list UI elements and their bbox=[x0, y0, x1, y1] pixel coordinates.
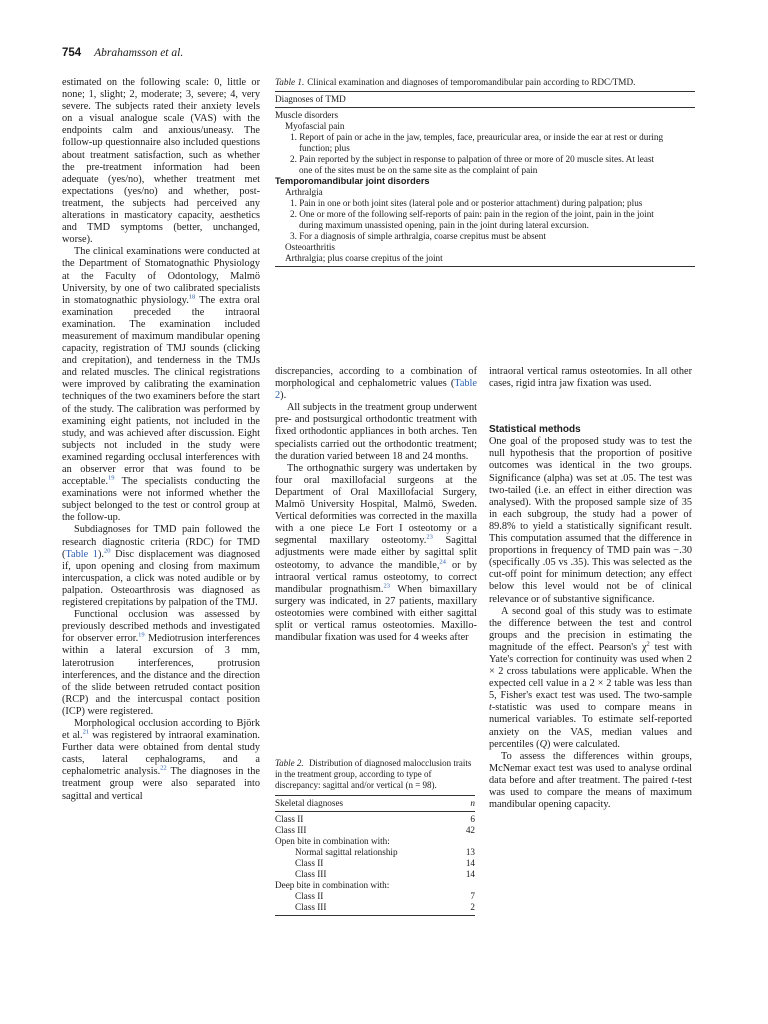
table-1 bbox=[275, 77, 695, 267]
citation-link[interactable]: 19 bbox=[108, 474, 115, 482]
table-row: Class III 14 bbox=[295, 869, 475, 879]
table-rule bbox=[275, 811, 475, 812]
citation-link[interactable]: 23 bbox=[383, 582, 391, 590]
table-row: Osteoarthritis bbox=[285, 242, 336, 252]
paragraph: A second goal of this study was to estimate the difference between the test and control groups and the precision in estimating the magnitude of the effect. Pearson's $\chi^2$ test with Yate's correction for continuity was used when 2 × 2 cross tabulations were applicable. When the expected cell value in a 2 × 2 table was less than 5, Fisher's exact test was used. The two-sample t-statistic was used to compare means in numerical variables. To estimate self-reported anxiety on the VAS, median values and percentiles (Q) were calculated. bbox=[489, 605, 692, 750]
table-2-header: Skeletal diagnoses n bbox=[275, 798, 475, 808]
table-row: Class III 2 bbox=[295, 902, 475, 912]
text-column-right bbox=[489, 366, 692, 811]
running-header bbox=[62, 47, 183, 59]
citation-link[interactable]: 21 bbox=[82, 728, 90, 736]
table-row: Arthralgia; plus coarse crepitus of the joint bbox=[285, 253, 443, 263]
table-row: 2. One or more of the following self-reports of pain: pain in the region of the joint, pain in the joint during maximum unassisted opening, pain in the joint during lateral excursion. bbox=[290, 209, 654, 230]
table-row: 3. For a diagnosis of simple arthralgia, coarse crepitus must be absent bbox=[290, 231, 546, 241]
paragraph: Morphological occlusion according to Björk et al.$^{21}$ was registered by intraoral examination. Further data were obtained from dental study casts, lateral cephalograms, and a cephalometric analysis.$^{22}$ The diagnoses in the treatment group were also separated into sagittal and vertical bbox=[62, 717, 261, 802]
text-column-left bbox=[62, 77, 260, 803]
paragraph: To assess the differences within groups, McNemar exact test was used to analyse ordinal data before and after treatment. The paired t-test was used to compare the means of maximum mandibular opening capacity. bbox=[489, 750, 692, 811]
table-rule bbox=[275, 107, 695, 108]
table-row: Class III 42 bbox=[275, 825, 475, 835]
table-row: 1. Pain in one or both joint sites (lateral pole and or posterior attachment) during palpation; plus bbox=[290, 198, 643, 208]
paragraph: One goal of the proposed study was to test the null hypothesis that the proportion of positive outcomes was identical in the two groups. Significance (alpha) was set at .05. The test was two-tailed (i.e. an effect in either direction was analysed). With the proposed sample size of 35 in each subgroup, the study had a power of 89.8% to yield a statistically significant result. This computation assumed that the difference in proportions in frequency of TMD pain was −.30 (specifically .05 vs .35). This was selected as the cut-off point for minimum detection; any effect below this level would not be of clinical relevance or of substantive significance. bbox=[489, 436, 692, 605]
table-rule bbox=[275, 915, 475, 916]
table-1-header: Diagnoses of TMD bbox=[275, 94, 346, 104]
paragraph: The orthognathic surgery was undertaken by four oral maxillofacial surgeons at the Department of Oral Maxillofacial Surgery, Malmö University Hospital, Malmö, Sweden. Vertical deformities was corrected in the maxilla with a one piece Le Fort I osteotomy or a segmental maxillary osteotomy.$^{23}$ Sagittal adjustments were made either by sagittal split osteotomy, to advance the mandible,$^{24}$ or by intraoral vertical ramus osteotomy, to correct mandibular prognathism.$^{23}$ When bimaxillary surgery was indicated, in 27 patients, maxillary osteotomies were combined with either sagittal split or vertical ramus osteotomies. Maxillo-mandibular fixation was used for 4 weeks after bbox=[275, 462, 477, 644]
table-row: Arthralgia bbox=[285, 187, 323, 197]
citation-link[interactable]: 20 bbox=[103, 547, 111, 555]
table-row: Class II 6 bbox=[275, 814, 475, 824]
table-row: Muscle disorders bbox=[275, 110, 339, 120]
citation-link[interactable]: 24 bbox=[439, 558, 446, 566]
paragraph: All subjects in the treatment group underwent pre- and postsurgical orthodontic treatment with fixed orthodontic appliances in both arches. Ten specialists carried out the orthodontic treatment; the duration varied between 18 and 24 months. bbox=[275, 402, 477, 462]
table-row: Open bite in combination with: bbox=[275, 836, 390, 846]
page-number: 754 bbox=[62, 47, 82, 59]
table-row: Class II 14 bbox=[295, 858, 475, 868]
section-heading: Statistical methods bbox=[489, 424, 581, 436]
table-rule bbox=[275, 266, 695, 267]
table-row: Temporomandibular joint disorders bbox=[275, 176, 430, 186]
paragraph: intraoral vertical ramus osteotomies. In all other cases, rigid intra jaw fixation was used. bbox=[489, 366, 692, 390]
citation-link[interactable]: 18 bbox=[188, 293, 196, 301]
table-row: 1. Report of pain or ache in the jaw, temples, face, preauricular area, or inside the ear at rest or during function; plus bbox=[290, 132, 664, 153]
table-1-caption: Table 1. Clinical examination and diagnoses of temporomandibular pain according to RDC/TMD. bbox=[275, 77, 636, 87]
citation-link[interactable]: 23 bbox=[426, 533, 433, 541]
table-1-link[interactable]: Table 1 bbox=[65, 548, 98, 560]
citation-link[interactable]: 22 bbox=[160, 764, 167, 772]
table-row: 2. Pain reported by the subject in response to palpation of three or more of 20 muscle sites. At least one of the sites must be on the same site as the complaint of pain bbox=[290, 154, 655, 175]
paragraph: estimated on the following scale: 0, little or none; 1, slight; 2, moderate; 3, severe; 4, very severe. The subjects rated their anxiety levels on a visual analogue scale (VAS) with the endpoints calm and anxious/uneasy. The follow-up questionnaire also included questions about treatment satisfaction, such as whether the pre-treatment information had been adequate (yes/no), whether treatment met expectations (yes/no) and whether, post-treatment, the subjects had perceived any alterations in masticatory capacity, aesthetics and TMD symptoms (better, unchanged, worse). bbox=[62, 77, 260, 246]
table-2-link[interactable]: Table 2 bbox=[275, 378, 477, 402]
paragraph: Subdiagnoses for TMD pain followed the research diagnostic criteria (RDC) for TMD (Table 1).$^{20}$ Disc displacement was diagnosed if, upon opening and closing from maximum intercuspation, a click was noted audible or by palpation. Osteoarthrosis was diagnosed as registered crepitations by palpation of the TMJ. bbox=[62, 524, 260, 609]
table-row: Class II 7 bbox=[295, 891, 475, 901]
paragraph: discrepancies, according to a combination of morphological and cephalometric values (Table 2). bbox=[275, 366, 477, 402]
table-row: Myofascial pain bbox=[285, 121, 345, 131]
paragraph: The clinical examinations were conducted at the Department of Stomatognathic Physiology at the Faculty of Odontology, Malmö University, by one of two calibrated specialists in stomatognathic physiology.$^{18}$ The extra oral examination preceded the intraoral examination. The examination included measurement of maximum mandibular opening capacity, registration of TMJ sounds (clicking and crepitation), and tenderness in the TMJs and related muscles. The clinical registrations were improved by calibrating the examination techniques of the two examiners before the start of the study. The calibration was performed by examining eight patients, not included in the study, and was achieved after discussion. Eight subjects not included in the study were examined regarding occlusal interferences with an observer error that was found to be acceptable.$^{19}$ The specialists conducting the examinations were not informed whether the subject belonged to the test or control group at the follow-up. bbox=[62, 246, 260, 524]
table-2 bbox=[275, 758, 475, 916]
table-row: Deep bite in combination with: bbox=[275, 880, 390, 890]
text-column-middle bbox=[275, 366, 477, 644]
table-row: Normal sagittal relationship 13 bbox=[295, 847, 475, 857]
running-head-authors: Abrahamsson et al. bbox=[94, 47, 184, 59]
table-2-caption: Table 2. Distribution of diagnosed malocclusion traits in the treatment group, according to type of discrepancy: sagittal and/or vertical (n = 98). bbox=[275, 758, 472, 790]
paragraph: Functional occlusion was assessed by previously described methods and investigated for observer error.$^{19}$ Mediotrusion interferences within a lateral excursion of 3 mm, laterotrusion interferences, protrusion interferences, and the distance and the direction of the slide between retruded contact position (RCP) and the intercuspal contact position (ICP) were registered. bbox=[62, 609, 260, 717]
citation-link[interactable]: 19 bbox=[138, 631, 145, 639]
